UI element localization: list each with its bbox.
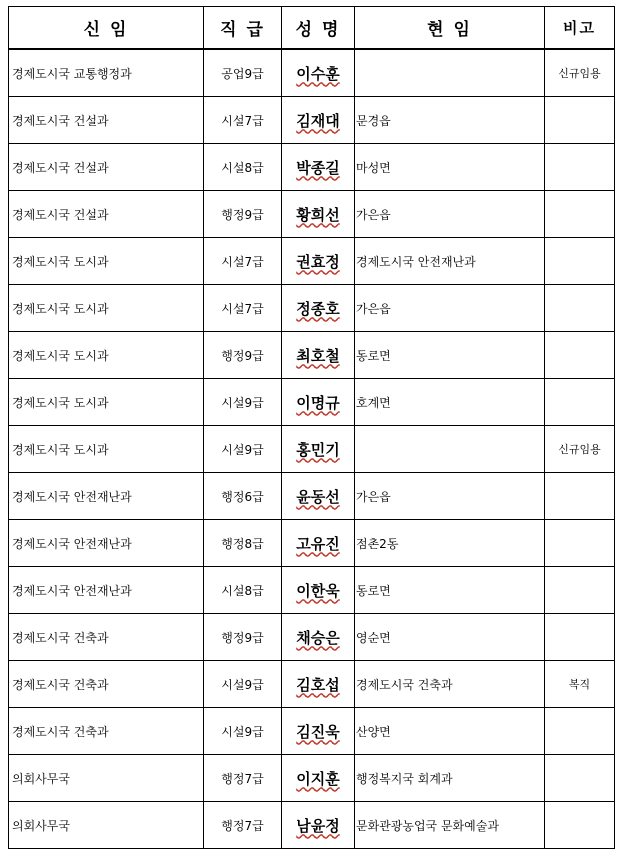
grade-cell: 시설9급	[204, 661, 282, 708]
grade-cell: 시설8급	[204, 567, 282, 614]
name-text: 이수훈	[296, 64, 340, 83]
name-cell	[282, 708, 355, 755]
current-post-cell: 문화관광농업국 문화예술과	[355, 802, 545, 849]
header-grade: 직 급	[204, 7, 282, 50]
name-cell	[282, 332, 355, 379]
name-text: 박종길	[296, 158, 340, 177]
grade-cell: 행정9급	[204, 614, 282, 661]
grade-cell: 행정7급	[204, 802, 282, 849]
table-row	[9, 97, 615, 144]
personnel-table	[8, 6, 615, 849]
current-post-cell: 산양면	[355, 708, 545, 755]
name-cell	[282, 238, 355, 285]
name-cell	[282, 191, 355, 238]
grade-cell: 행정9급	[204, 332, 282, 379]
name-text: 이한욱	[296, 581, 340, 600]
new-post-cell: 경제도시국 안전재난과	[9, 520, 204, 567]
new-post-cell: 경제도시국 안전재난과	[9, 473, 204, 520]
table-body	[9, 49, 615, 849]
grade-cell: 공업9급	[204, 49, 282, 97]
note-cell	[545, 520, 615, 567]
note-cell	[545, 802, 615, 849]
new-post-cell: 경제도시국 건설과	[9, 97, 204, 144]
header-name: 성 명	[282, 7, 355, 50]
note-cell	[545, 755, 615, 802]
grade-cell: 시설9급	[204, 426, 282, 473]
name-text: 고유진	[296, 534, 340, 553]
name-text: 김진욱	[296, 722, 340, 741]
name-cell	[282, 426, 355, 473]
current-post-cell: 점촌2동	[355, 520, 545, 567]
current-post-cell: 문경읍	[355, 97, 545, 144]
name-text: 이지훈	[296, 769, 340, 788]
current-post-cell: 가은읍	[355, 191, 545, 238]
grade-cell: 시설8급	[204, 144, 282, 191]
grade-cell: 행정7급	[204, 755, 282, 802]
table-row	[9, 144, 615, 191]
new-post-cell: 경제도시국 도시과	[9, 238, 204, 285]
note-cell	[545, 238, 615, 285]
table-row	[9, 567, 615, 614]
current-post-cell	[355, 426, 545, 473]
grade-cell: 행정6급	[204, 473, 282, 520]
current-post-cell: 경제도시국 안전재난과	[355, 238, 545, 285]
note-cell	[545, 708, 615, 755]
table-row	[9, 332, 615, 379]
table-row	[9, 426, 615, 473]
table-row	[9, 755, 615, 802]
name-text: 윤동선	[296, 487, 340, 506]
current-post-cell: 행정복지국 회계과	[355, 755, 545, 802]
table-row	[9, 238, 615, 285]
name-cell	[282, 802, 355, 849]
current-post-cell: 호계면	[355, 379, 545, 426]
name-text: 남윤정	[296, 816, 340, 835]
current-post-cell: 동로면	[355, 567, 545, 614]
new-post-cell: 경제도시국 건축과	[9, 614, 204, 661]
new-post-cell: 경제도시국 교통행정과	[9, 49, 204, 97]
note-cell	[545, 332, 615, 379]
header-new-post: 신 임	[9, 7, 204, 50]
new-post-cell: 경제도시국 건설과	[9, 191, 204, 238]
header-row	[9, 7, 615, 50]
note-cell: 신규임용	[545, 426, 615, 473]
note-cell	[545, 97, 615, 144]
table-row	[9, 708, 615, 755]
note-cell	[545, 567, 615, 614]
name-cell	[282, 661, 355, 708]
name-cell	[282, 49, 355, 97]
name-text: 최호철	[296, 346, 340, 365]
note-cell: 복직	[545, 661, 615, 708]
current-post-cell: 동로면	[355, 332, 545, 379]
new-post-cell: 의회사무국	[9, 802, 204, 849]
name-cell	[282, 567, 355, 614]
note-cell	[545, 285, 615, 332]
grade-cell: 시설9급	[204, 708, 282, 755]
current-post-cell: 마성면	[355, 144, 545, 191]
current-post-cell: 경제도시국 건축과	[355, 661, 545, 708]
grade-cell: 시설9급	[204, 379, 282, 426]
table-row	[9, 473, 615, 520]
grade-cell: 시설7급	[204, 97, 282, 144]
table-row	[9, 285, 615, 332]
new-post-cell: 경제도시국 안전재난과	[9, 567, 204, 614]
name-cell	[282, 97, 355, 144]
name-cell	[282, 614, 355, 661]
name-text: 홍민기	[296, 440, 340, 459]
name-text: 채승은	[296, 628, 340, 647]
current-post-cell: 가은읍	[355, 285, 545, 332]
name-text: 김재대	[296, 111, 340, 130]
current-post-cell: 영순면	[355, 614, 545, 661]
name-cell	[282, 379, 355, 426]
name-cell	[282, 473, 355, 520]
new-post-cell: 경제도시국 도시과	[9, 332, 204, 379]
note-cell	[545, 379, 615, 426]
new-post-cell: 경제도시국 도시과	[9, 285, 204, 332]
header-current-post: 현 임	[355, 7, 545, 50]
grade-cell: 시설7급	[204, 238, 282, 285]
new-post-cell: 경제도시국 건설과	[9, 144, 204, 191]
note-cell	[545, 614, 615, 661]
name-text: 김호섭	[296, 675, 340, 694]
table-row	[9, 379, 615, 426]
table-row	[9, 661, 615, 708]
new-post-cell: 경제도시국 건축과	[9, 708, 204, 755]
current-post-cell: 가은읍	[355, 473, 545, 520]
header-note: 비고	[545, 7, 615, 50]
table-row	[9, 802, 615, 849]
table-row	[9, 49, 615, 97]
name-cell	[282, 520, 355, 567]
name-text: 이명규	[296, 393, 340, 412]
note-cell: 신규임용	[545, 49, 615, 97]
name-cell	[282, 144, 355, 191]
grade-cell: 시설7급	[204, 285, 282, 332]
new-post-cell: 경제도시국 도시과	[9, 426, 204, 473]
new-post-cell: 의회사무국	[9, 755, 204, 802]
new-post-cell: 경제도시국 건축과	[9, 661, 204, 708]
grade-cell: 행정8급	[204, 520, 282, 567]
name-text: 권효정	[296, 252, 340, 271]
table-row	[9, 614, 615, 661]
current-post-cell	[355, 49, 545, 97]
table-row	[9, 520, 615, 567]
name-cell	[282, 755, 355, 802]
table-row	[9, 191, 615, 238]
note-cell	[545, 191, 615, 238]
note-cell	[545, 473, 615, 520]
grade-cell: 행정9급	[204, 191, 282, 238]
name-cell	[282, 285, 355, 332]
name-text: 황희선	[296, 205, 340, 224]
new-post-cell: 경제도시국 도시과	[9, 379, 204, 426]
note-cell	[545, 144, 615, 191]
name-text: 정종호	[296, 299, 340, 318]
